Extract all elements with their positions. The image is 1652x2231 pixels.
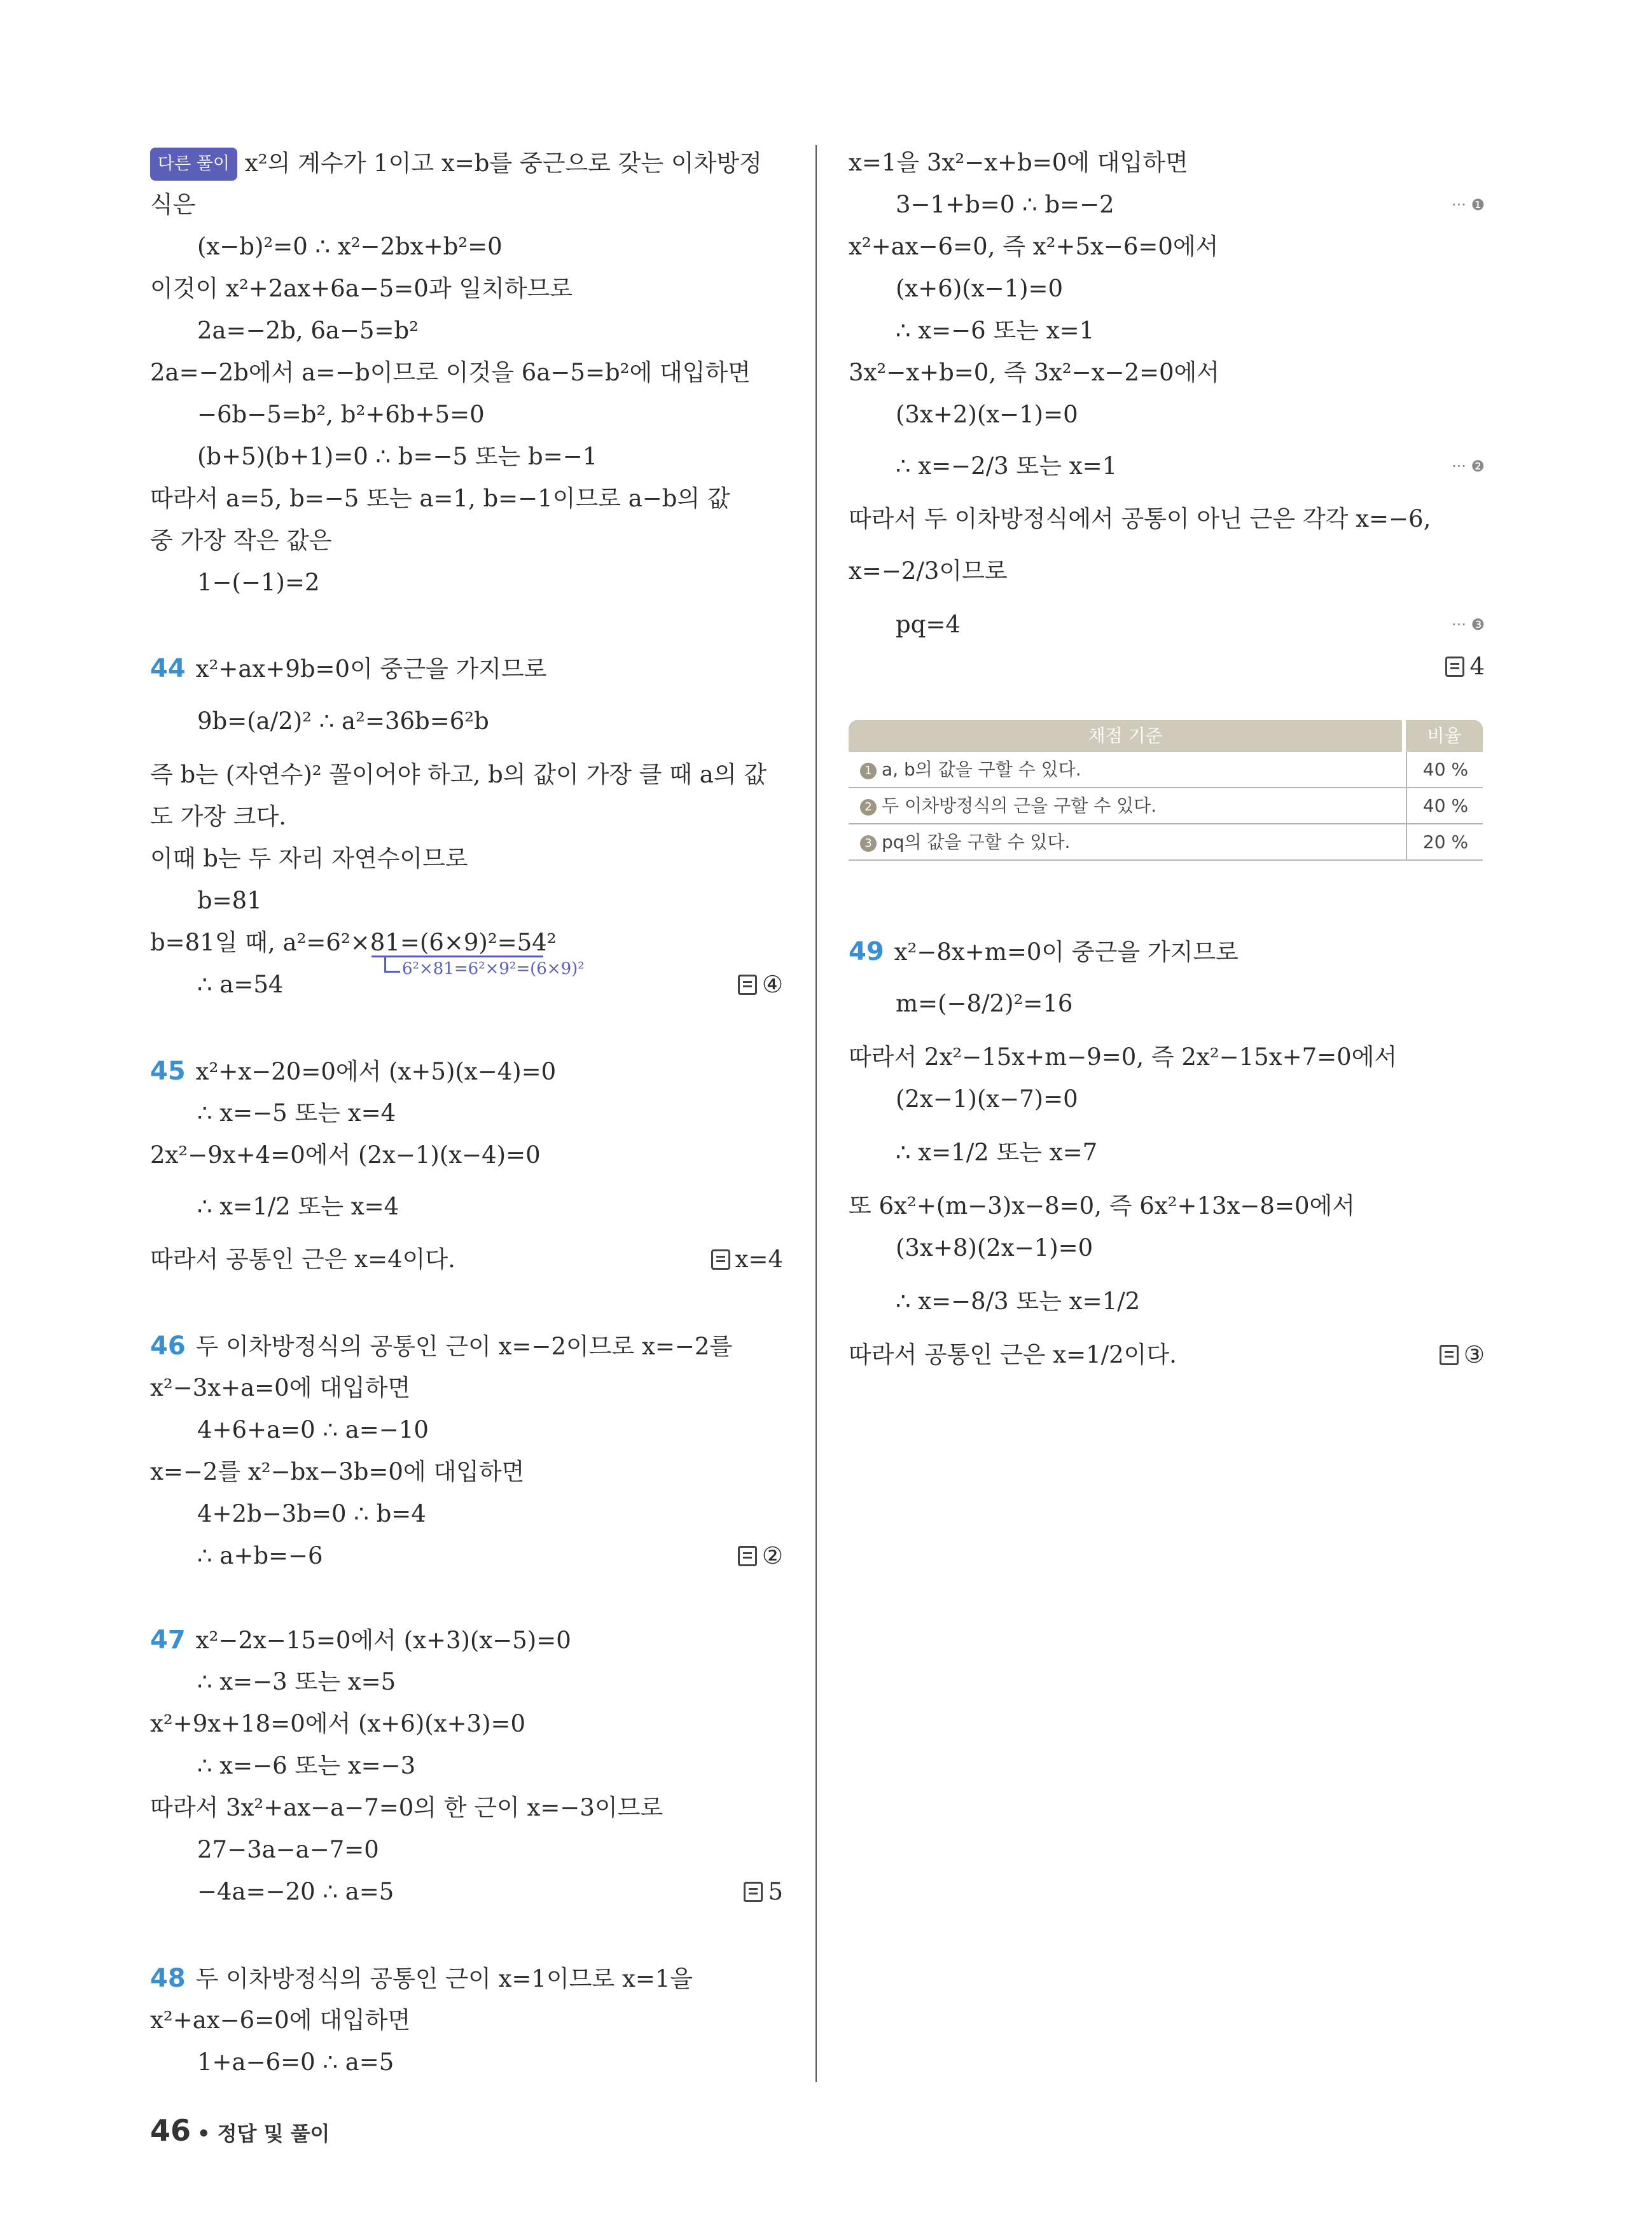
text-line: 이때 b는 두 자리 자연수이므로 <box>150 845 468 872</box>
equation-line: (b+5)(b+1)=0 ∴ b=−5 또는 b=−1 <box>197 443 598 470</box>
text-line: 2a=−2b에서 a=−b이므로 이것을 6a−5=b²에 대입하면 <box>150 359 751 386</box>
step-number-icon: 3 <box>860 835 877 852</box>
equation-line: (3x+8)(2x−1)=0 <box>896 1234 1093 1261</box>
equation-line: (x−b)²=0 ∴ x²−2bx+b²=0 <box>197 233 503 260</box>
equation-line: ∴ x=−5 또는 x=4 <box>197 1099 396 1127</box>
header-ratio: 비율 <box>1406 720 1483 752</box>
criteria-cell <box>860 752 1081 787</box>
equation-line: 4+6+a=0 ∴ a=−10 <box>197 1416 429 1443</box>
text-line: x²+ax−6=0에 대입하면 <box>150 2006 411 2034</box>
equation-line: 3−1+b=0 ∴ b=−2 <box>896 191 1114 218</box>
note-connector <box>384 957 400 973</box>
equation-line: (3x+2)(x−1)=0 <box>896 401 1078 428</box>
answer-value: ② <box>761 1542 783 1569</box>
equation-line: −4a=−20 ∴ a=5 <box>197 1878 394 1905</box>
equation-line: (2x−1)(x−7)=0 <box>896 1085 1078 1113</box>
equation-line: x²+9x+18=0에서 (x+6)(x+3)=0 <box>150 1710 526 1737</box>
text-line: x=1을 3x²−x+b=0에 대입하면 <box>849 149 1188 176</box>
equation-line: m=(−8/2)²=16 <box>896 990 1073 1017</box>
equation-line: ∴ x=−6 또는 x=−3 <box>197 1752 416 1779</box>
table-row <box>849 824 1483 861</box>
problem-48-header <box>150 1963 693 1994</box>
criteria-text: pq의 값을 구할 수 있다. <box>882 831 1071 852</box>
text-line: 따라서 공통인 근은 x=1/2이다. <box>849 1341 1177 1368</box>
criteria-text: a, b의 값을 구할 수 있다. <box>882 759 1081 780</box>
footer-label: • 정답 및 풀이 <box>197 2122 330 2146</box>
equation-line: 1−(−1)=2 <box>197 569 320 596</box>
equation-line: x²+ax−6=0, 즉 x²+5x−6=0에서 <box>849 233 1219 260</box>
equation-line: 3x²−x+b=0, 즉 3x²−x−2=0에서 <box>849 359 1220 386</box>
equation-line: 2x²−9x+4=0에서 (2x−1)(x−4)=0 <box>150 1141 541 1169</box>
problem-45-header <box>150 1056 556 1087</box>
equation-line: ∴ x=−2/3 또는 x=1 <box>896 452 1118 480</box>
column-divider <box>816 145 817 2082</box>
table-row <box>849 752 1483 788</box>
answer-mark <box>1445 651 1485 682</box>
page-number: 46 <box>150 2113 191 2148</box>
text-line: 따라서 a=5, b=−5 또는 a=1, b=−1이므로 a−b의 값 <box>150 485 730 512</box>
header-criteria: 채점 기준 <box>849 720 1402 752</box>
problem-44-header <box>150 653 547 685</box>
equation-line: 2a=−2b, 6a−5=b² <box>197 317 419 344</box>
equation-line: 4+2b−3b=0 ∴ b=4 <box>197 1500 426 1527</box>
text-line: 식은 <box>150 191 196 218</box>
step-marker: ··· ❶ <box>1451 196 1485 214</box>
text-line: 도 가장 크다. <box>150 803 286 830</box>
ratio-cell: 40 % <box>1406 752 1484 787</box>
answer-value: x=4 <box>735 1246 783 1273</box>
answer-mark <box>711 1244 783 1275</box>
answer-icon <box>744 1882 763 1902</box>
equation-line: b=81일 때, a²=6²×81=(6×9)²=54² <box>150 929 557 956</box>
step-marker: ··· ❷ <box>1451 457 1485 475</box>
text-line: 따라서 2x²−15x+m−9=0, 즉 2x²−15x+7=0에서 <box>849 1043 1398 1071</box>
equation-line: x²−2x−15=0에서 (x+3)(x−5)=0 <box>195 1627 571 1654</box>
text-line: 이것이 x²+2ax+6a−5=0과 일치하므로 <box>150 275 573 302</box>
annotation-note: 6²×81=6²×9²=(6×9)² <box>402 959 585 978</box>
step-number-icon: 1 <box>860 763 877 779</box>
criteria-cell <box>860 824 1070 859</box>
answer-mark <box>738 970 783 1000</box>
answer-value: ③ <box>1463 1341 1485 1368</box>
equation-line: x=−2/3이므로 <box>849 557 1008 585</box>
answer-icon <box>738 975 757 995</box>
answer-icon <box>738 1546 757 1566</box>
equation-line: ∴ x=−6 또는 x=1 <box>896 317 1095 344</box>
text-line: 따라서 공통인 근은 x=4이다. <box>150 1246 455 1273</box>
step-number-icon: 2 <box>860 799 877 816</box>
answer-value: 4 <box>1469 653 1485 680</box>
text-line: 두 이차방정식의 공통인 근이 x=1이므로 x=1을 <box>195 1965 693 1992</box>
ratio-cell: 20 % <box>1406 824 1484 859</box>
ratio-cell: 40 % <box>1406 788 1484 823</box>
answer-mark <box>738 1541 783 1571</box>
table-header <box>849 720 1483 752</box>
text-line: 중 가장 작은 값은 <box>150 527 332 554</box>
criteria-cell <box>860 788 1156 823</box>
table-row <box>849 788 1483 824</box>
text-line: x²의 계수가 1이고 x=b를 중근으로 갖는 이차방정 <box>244 149 762 177</box>
text-line: 또 6x²+(m−3)x−8=0, 즉 6x²+13x−8=0에서 <box>849 1192 1355 1220</box>
alt-solution-line <box>150 148 762 181</box>
equation-line: 9b=(a/2)² ∴ a²=36b=6²b <box>197 707 489 735</box>
equation-line: b=81 <box>197 887 262 914</box>
problem-49-header <box>849 936 1239 968</box>
text-line: 따라서 두 이차방정식에서 공통이 아닌 근은 각각 x=−6, <box>849 505 1431 532</box>
equation-line: ∴ x=1/2 또는 x=7 <box>896 1139 1098 1166</box>
equation-line: x²+x−20=0에서 (x+5)(x−4)=0 <box>195 1058 557 1085</box>
answer-mark <box>744 1877 783 1907</box>
problem-46-header <box>150 1331 732 1362</box>
text-line: 즉 b는 (자연수)² 꼴이어야 하고, b의 값이 가장 클 때 a의 값 <box>150 761 767 788</box>
equation-line: pq=4 <box>896 611 961 638</box>
problem-47-header <box>150 1625 571 1656</box>
equation-line: (x+6)(x−1)=0 <box>896 275 1064 302</box>
text-line: x²−8x+m=0이 중근을 가지므로 <box>894 938 1239 966</box>
equation-line: ∴ x=−3 또는 x=5 <box>197 1668 396 1695</box>
equation-line: ∴ x=1/2 또는 x=4 <box>197 1193 399 1220</box>
answer-icon <box>711 1249 730 1270</box>
answer-value: 5 <box>768 1878 783 1905</box>
problem-number: 48 <box>150 1964 186 1993</box>
equation-line: ∴ x=−8/3 또는 x=1/2 <box>896 1288 1141 1315</box>
problem-number: 47 <box>150 1625 186 1655</box>
grading-table <box>849 720 1483 861</box>
text-line: x=−2를 x²−bx−3b=0에 대입하면 <box>150 1458 525 1485</box>
equation-line: 1+a−6=0 ∴ a=5 <box>197 2048 394 2076</box>
equation-line: −6b−5=b², b²+6b+5=0 <box>197 401 485 428</box>
text-line: 두 이차방정식의 공통인 근이 x=−2이므로 x=−2를 <box>195 1333 733 1360</box>
answer-value: ④ <box>761 971 783 998</box>
answer-icon <box>1445 657 1464 677</box>
answer-mark <box>1440 1340 1485 1370</box>
alt-solution-badge: 다른 풀이 <box>150 148 237 181</box>
problem-number: 45 <box>150 1057 186 1086</box>
criteria-text: 두 이차방정식의 근을 구할 수 있다. <box>882 795 1157 816</box>
text-line: x²−3x+a=0에 대입하면 <box>150 1374 411 1401</box>
problem-number: 46 <box>150 1331 186 1361</box>
text-line: 따라서 3x²+ax−a−7=0의 한 근이 x=−3이므로 <box>150 1794 663 1821</box>
text-line: x²+ax+9b=0이 중근을 가지므로 <box>195 655 547 683</box>
step-marker: ··· ❸ <box>1451 616 1485 634</box>
problem-number: 44 <box>150 654 186 683</box>
equation-line: ∴ a=54 <box>197 971 284 998</box>
equation-line: ∴ a+b=−6 <box>197 1542 323 1569</box>
page-footer <box>150 2113 330 2148</box>
equation-line: 27−3a−a−7=0 <box>197 1836 379 1863</box>
problem-number: 49 <box>849 937 884 966</box>
answer-icon <box>1440 1345 1459 1365</box>
